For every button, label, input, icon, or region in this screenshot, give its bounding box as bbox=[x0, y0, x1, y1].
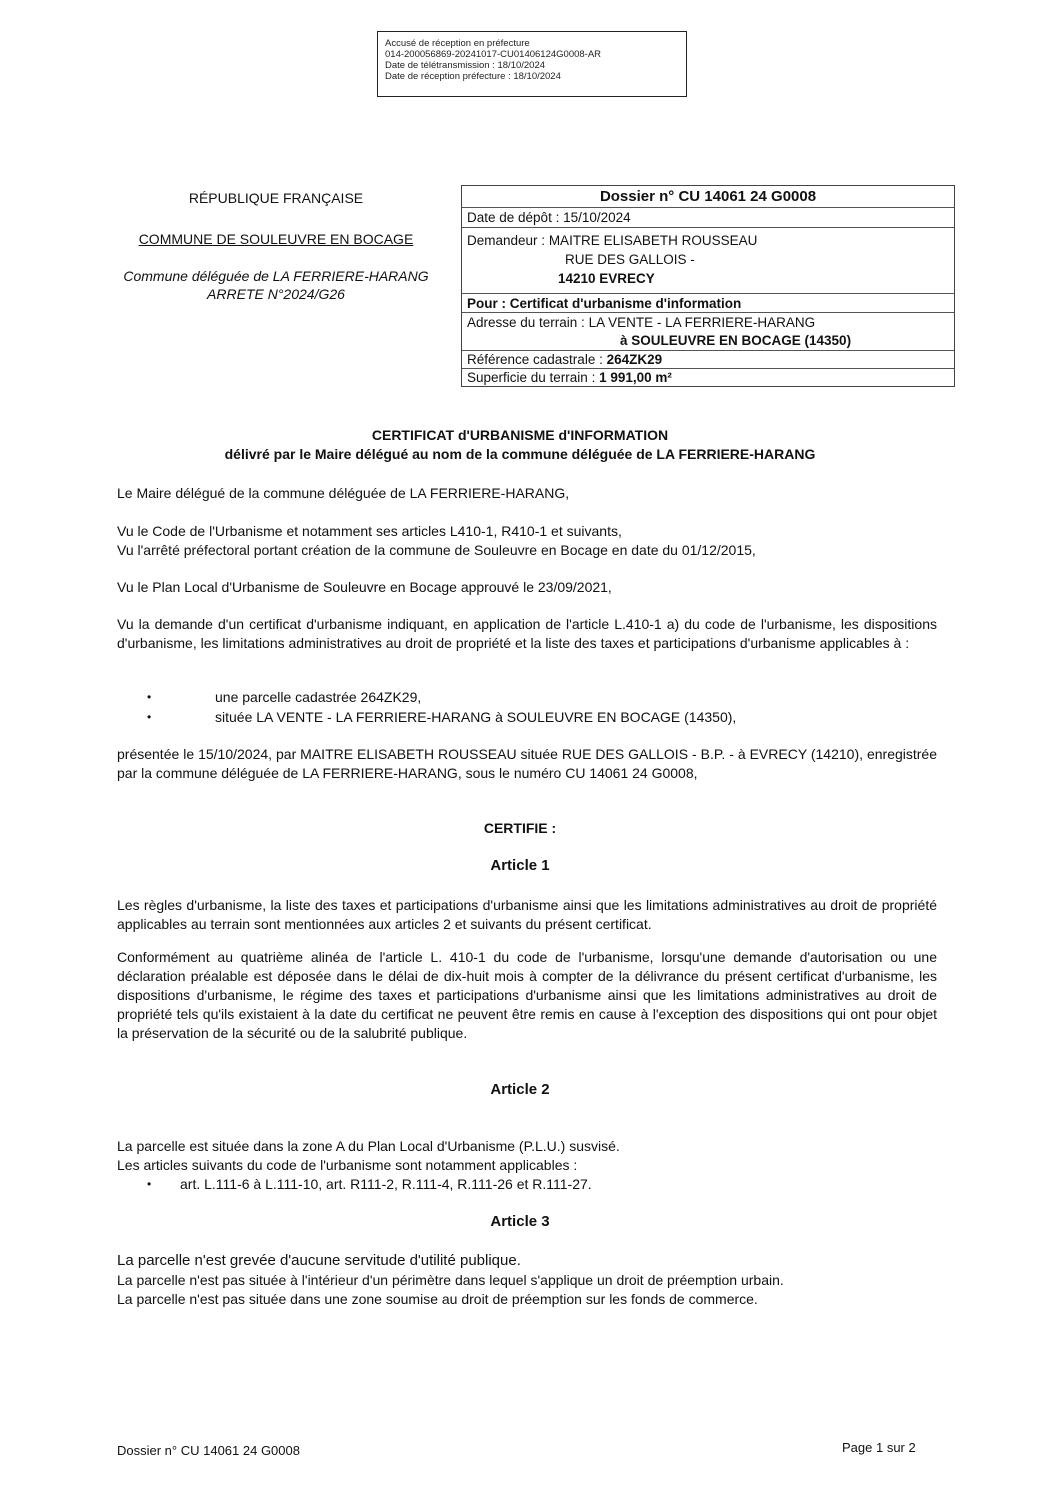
date-depot: Date de dépôt : 15/10/2024 bbox=[462, 208, 954, 228]
vu-demande: Vu la demande d'un certificat d'urbanisme indiquant, en application de l'article L.410-1 a) du code de l'urbanisme, les dispositions d'urbanisme, les limitations administratives au droit de propriété et la liste des taxes et participations d'urbanisme applicables à : bbox=[117, 616, 937, 651]
superficie-label: Superficie du terrain : bbox=[467, 370, 596, 385]
superficie-value: 1 991,00 m² bbox=[599, 370, 672, 385]
demandeur-label: Demandeur : bbox=[467, 233, 546, 248]
republic-heading: RÉPUBLIQUE FRANÇAISE bbox=[188, 190, 364, 206]
arrete-number: ARRETE N°2024/G26 bbox=[207, 286, 345, 302]
reference-label: Référence cadastrale : bbox=[467, 352, 603, 367]
stamp-line: Accusé de réception en préfecture bbox=[385, 38, 530, 49]
bullet-icon: • bbox=[147, 1177, 152, 1191]
demandeur-street: RUE DES GALLOIS - bbox=[565, 252, 695, 267]
adresse-label: Adresse du terrain : bbox=[467, 315, 585, 330]
adresse-block bbox=[462, 313, 954, 351]
demandeur-block bbox=[462, 228, 954, 294]
bullet-situation: située LA VENTE - LA FERRIERE-HARANG à SOULEUVRE EN BOCAGE (14350), bbox=[215, 709, 737, 725]
adresse-line1: LA VENTE - LA FERRIERE-HARANG bbox=[588, 315, 816, 330]
article-2-title: Article 2 bbox=[490, 1081, 550, 1098]
bullet-icon: • bbox=[147, 690, 152, 704]
commune-deleguee: Commune déléguée de LA FERRIERE-HARANG bbox=[123, 268, 429, 284]
commune-heading: COMMUNE DE SOULEUVRE EN BOCAGE bbox=[138, 231, 414, 247]
vu-plu: Vu le Plan Local d'Urbanisme de Souleuvre en Bocage approuvé le 23/09/2021, bbox=[117, 579, 612, 595]
article-3-title: Article 3 bbox=[490, 1213, 550, 1230]
pour-label: Pour : bbox=[467, 296, 506, 311]
document-subtitle: délivré par le Maire délégué au nom de la commune déléguée de LA FERRIERE-HARANG bbox=[224, 446, 816, 462]
certifie-heading: CERTIFIE : bbox=[483, 820, 557, 836]
dossier-info-box bbox=[461, 185, 955, 387]
demandeur-city: 14210 EVRECY bbox=[558, 271, 655, 286]
pour-row bbox=[462, 294, 954, 313]
article-2-paragraph-2: Les articles suivants du code de l'urbanisme sont notamment applicables : bbox=[117, 1157, 578, 1173]
bullet-parcelle: une parcelle cadastrée 264ZK29, bbox=[215, 689, 422, 705]
reference-value: 264ZK29 bbox=[606, 352, 663, 367]
article-1-title: Article 1 bbox=[490, 857, 550, 874]
article-2-bullet: art. L.111-6 à L.111-10, art. R111-2, R.111-4, R.111-26 et R.111-27. bbox=[180, 1176, 592, 1192]
intro-line: Le Maire délégué de la commune déléguée de LA FERRIERE-HARANG, bbox=[117, 485, 570, 501]
pour-value: Certificat d'urbanisme d'information bbox=[509, 296, 742, 311]
stamp-line: Date de réception préfecture : 18/10/2024 bbox=[385, 71, 561, 82]
article-1-paragraph-2: Conformément au quatrième alinéa de l'article L. 410-1 du code de l'urbanisme, lorsqu'une demande d'autorisation ou une déclaration préalable est déposée dans le délai de dix-huit mois à compter de la délivrance du présent certificat d'urbanisme, les dispositions d'urbanisme, le régime des taxes et participations d'urbanisme ainsi que les limitations administratives au droit de propriété tels qu'ils existaient à la date du certificat ne peuvent être remis en cause à l'exception des dispositions qui ont pour objet la préservation de la sécurité ou de la salubrité publique. bbox=[117, 949, 937, 1041]
document-title: CERTIFICAT d'URBANISME d'INFORMATION bbox=[371, 427, 669, 443]
article-3-paragraph-3: La parcelle n'est pas située dans une zone soumise au droit de préemption sur les fonds de commerce. bbox=[117, 1291, 758, 1307]
article-2-paragraph-1: La parcelle est située dans la zone A du Plan Local d'Urbanisme (P.L.U.) susvisé. bbox=[117, 1138, 620, 1154]
demandeur-name: MAITRE ELISABETH ROUSSEAU bbox=[548, 233, 758, 248]
article-3-paragraph-2: La parcelle n'est pas située à l'intérieur d'un périmètre dans lequel s'applique un droit de préemption urbain. bbox=[117, 1272, 784, 1288]
footer-dossier: Dossier n° CU 14061 24 G0008 bbox=[117, 1443, 300, 1458]
presentee-paragraph: présentée le 15/10/2024, par MAITRE ELISABETH ROUSSEAU située RUE DES GALLOIS - B.P. - à EVRECY (14210), enregistrée par la commune déléguée de LA FERRIERE-HARANG, sous le numéro CU 14061 24 G0008, bbox=[117, 746, 937, 781]
article-1-paragraph-1: Les règles d'urbanisme, la liste des taxes et participations d'urbanisme ainsi que les limitations administratives au droit de propriété applicables au terrain sont mentionnées aux articles 2 et suivants du présent certificat. bbox=[117, 897, 937, 932]
dossier-number: Dossier n° CU 14061 24 G0008 bbox=[462, 186, 954, 208]
adresse-line2: à SOULEUVRE EN BOCAGE (14350) bbox=[620, 333, 852, 348]
superficie-row bbox=[462, 369, 954, 387]
vu-arrete-prefectoral: Vu l'arrêté préfectoral portant création de la commune de Souleuvre en Bocage en date du 01/12/2015, bbox=[117, 542, 756, 558]
stamp-line: 014-200056869-20241017-CU01406124G0008-AR bbox=[385, 49, 602, 60]
bullet-icon: • bbox=[147, 710, 152, 724]
page-number: Page 1 sur 2 bbox=[842, 1440, 916, 1455]
reference-row bbox=[462, 351, 954, 369]
stamp-line: Date de télétransmission : 18/10/2024 bbox=[385, 60, 546, 71]
article-3-paragraph-1: La parcelle n'est grevée d'aucune servitude d'utilité publique. bbox=[117, 1252, 521, 1269]
vu-code-urbanisme: Vu le Code de l'Urbanisme et notamment ses articles L410-1, R410-1 et suivants, bbox=[117, 523, 622, 539]
reception-stamp bbox=[377, 31, 687, 97]
